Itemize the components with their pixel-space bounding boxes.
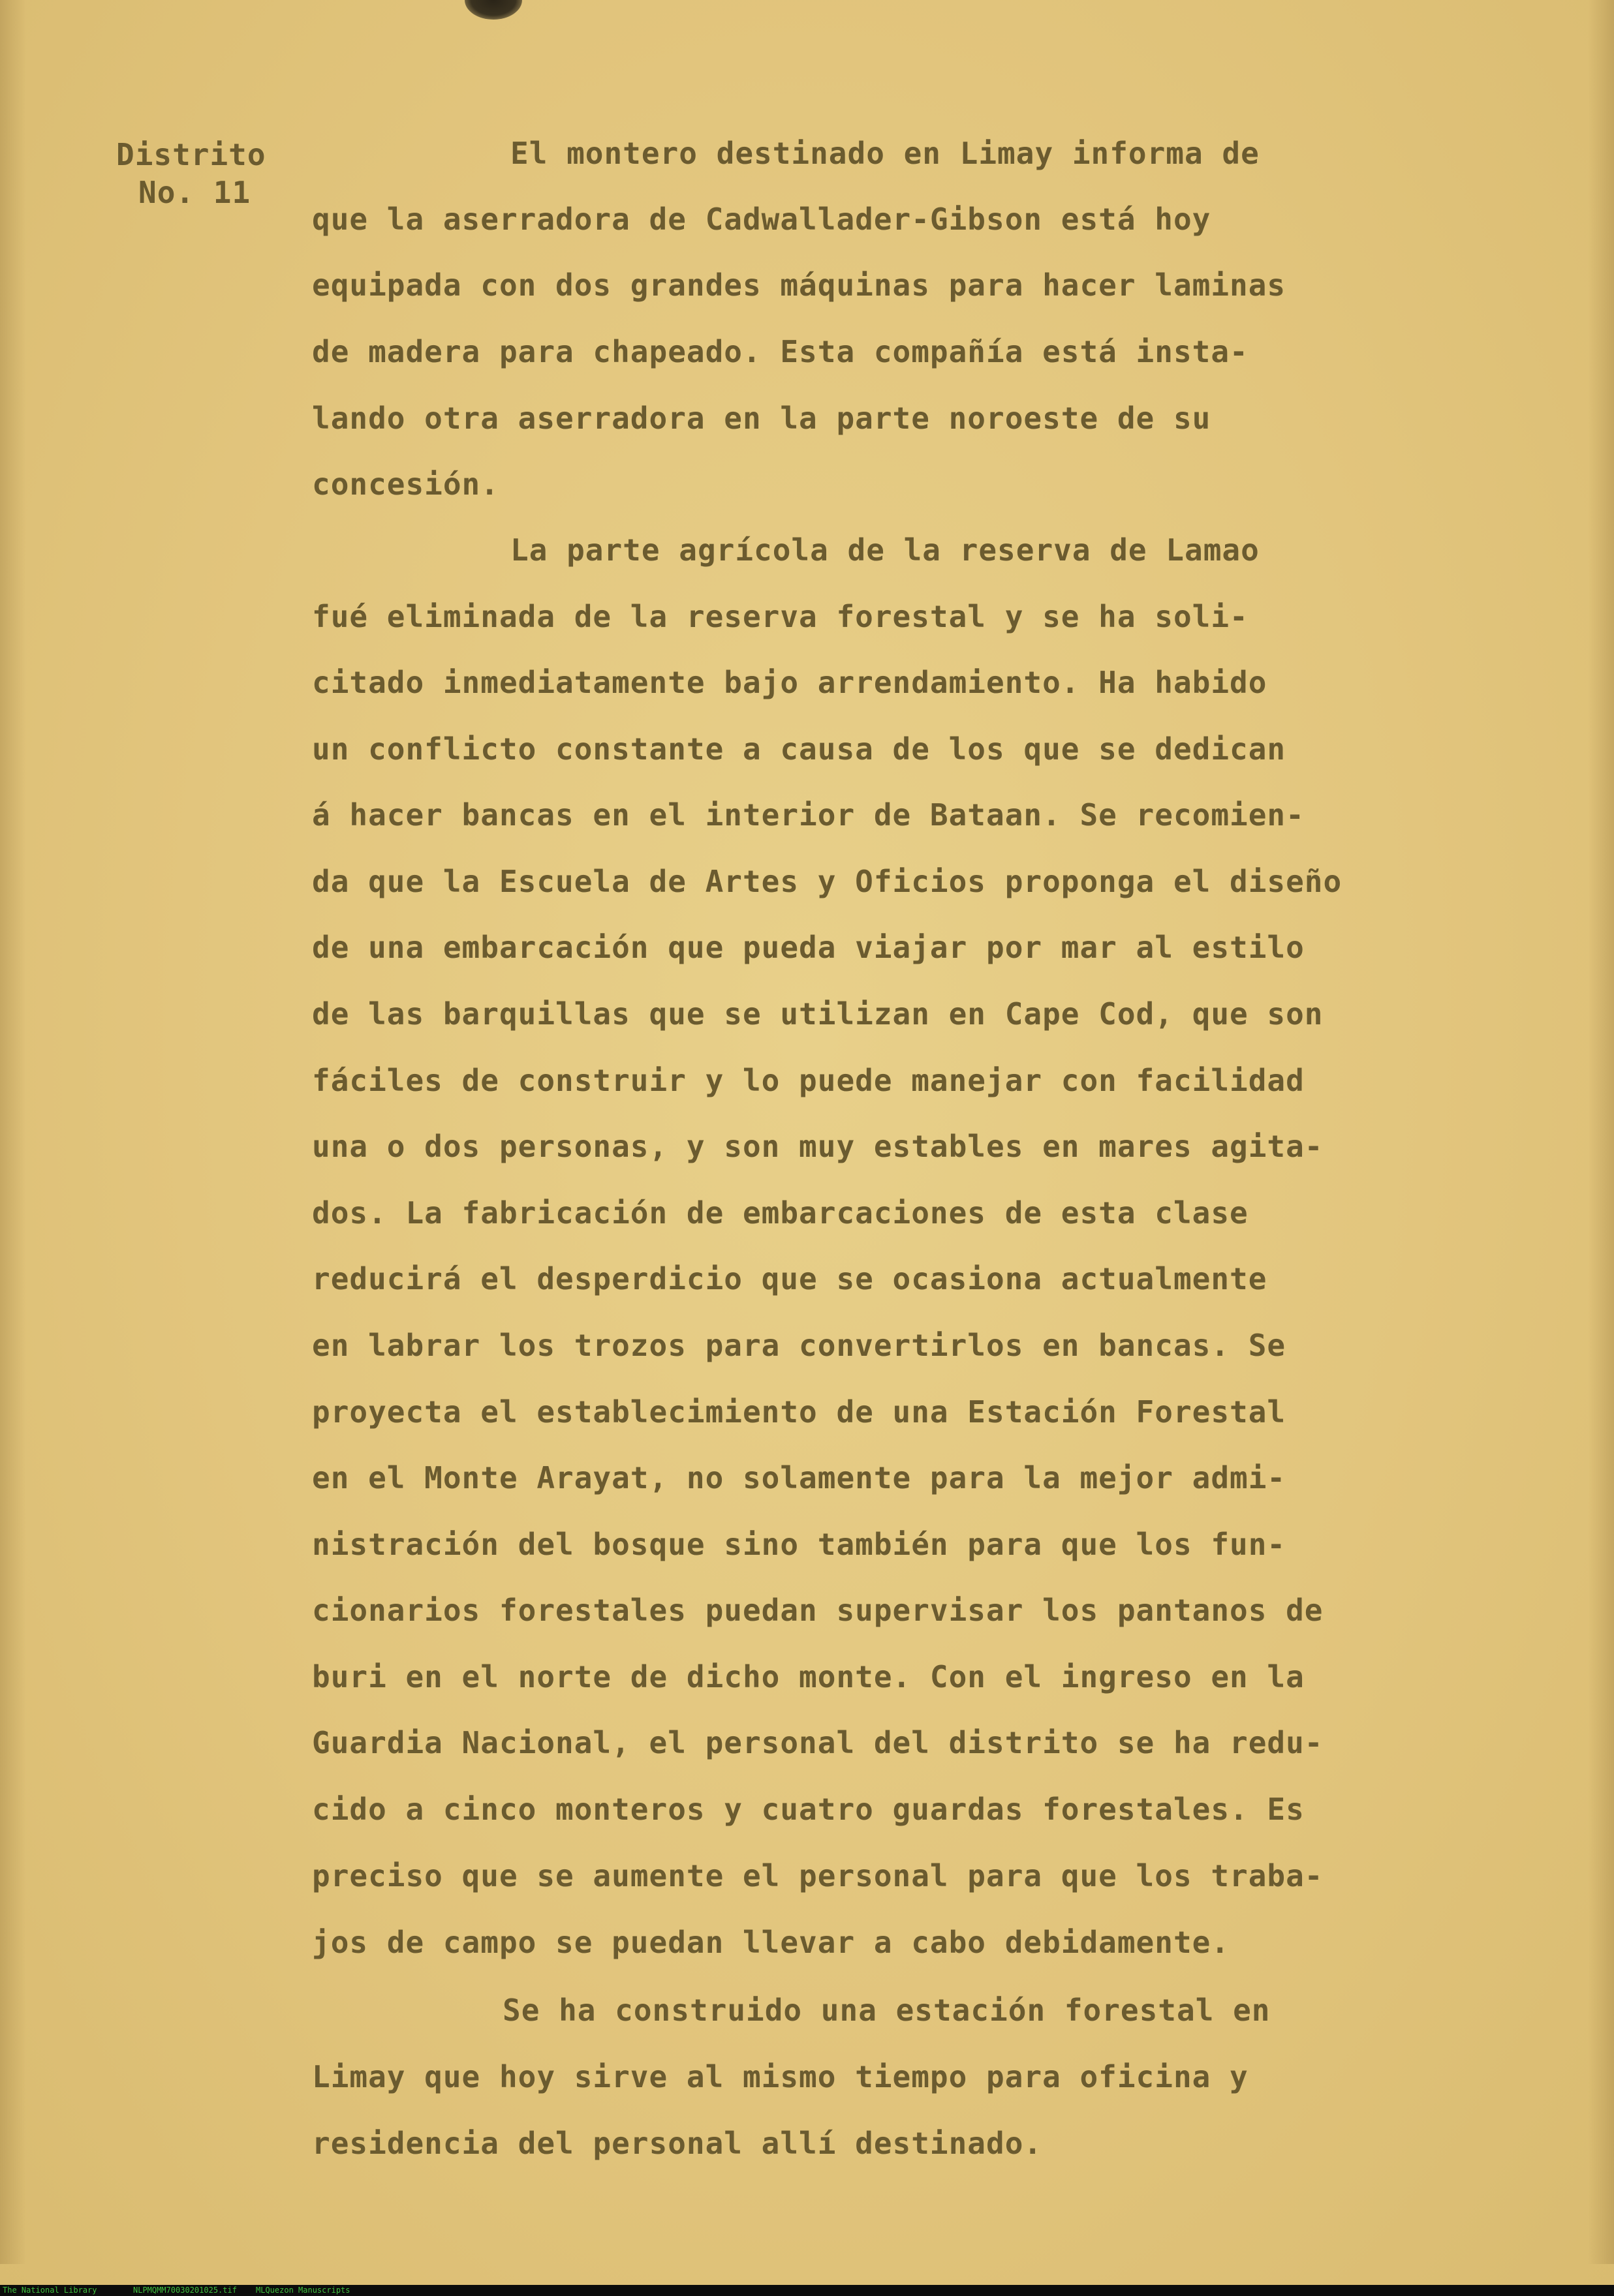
body-line: concesión.: [312, 467, 499, 502]
margin-note-district: Distrito: [116, 137, 266, 172]
body-line: en labrar los trozos para convertirlos en bancas. Se: [312, 1328, 1286, 1363]
body-line: buri en el norte de dicho monte. Con el ingreso en la: [312, 1659, 1305, 1694]
body-line: jos de campo se puedan llevar a cabo debidamente.: [312, 1925, 1230, 1960]
body-line: proyecta el establecimiento de una Estación Forestal: [312, 1394, 1286, 1430]
body-line: equipada con dos grandes máquinas para hacer laminas: [312, 268, 1286, 303]
footer-collection: MLQuezon Manuscripts: [256, 2286, 350, 2295]
body-line: de las barquillas que se utilizan en Cape Cod, que son: [312, 996, 1324, 1032]
body-line: El montero destinado en Limay informa de: [510, 136, 1260, 171]
body-line: Limay que hoy sirve al mismo tiempo para oficina y: [312, 2059, 1249, 2094]
body-line: á hacer bancas en el interior de Bataan. Se recomien-: [312, 797, 1305, 833]
body-line: citado inmediatamente bajo arrendamiento. Ha habido: [312, 665, 1267, 700]
body-line: de una embarcación que pueda viajar por mar al estilo: [312, 930, 1305, 965]
body-line: en el Monte Arayat, no solamente para la mejor admi-: [312, 1460, 1286, 1495]
margin-note-number: No. 11: [138, 175, 251, 210]
body-line: cido a cinco monteros y cuatro guardas forestales. Es: [312, 1792, 1305, 1827]
body-line: dos. La fabricación de embarcaciones de esta clase: [312, 1195, 1249, 1231]
body-line: de madera para chapeado. Esta compañía está insta-: [312, 334, 1249, 369]
scan-footer-bar: [0, 2285, 1614, 2296]
body-line: fáciles de construir y lo puede manejar con facilidad: [312, 1063, 1305, 1098]
footer-library: The National Library: [3, 2286, 97, 2295]
body-line: Guardia Nacional, el personal del distrito se ha redu-: [312, 1725, 1324, 1760]
body-line: nistración del bosque sino también para que los fun-: [312, 1527, 1286, 1562]
punch-hole: [465, 0, 522, 20]
body-line: que la aserradora de Cadwallader-Gibson está hoy: [312, 202, 1211, 237]
body-line: cionarios forestales puedan supervisar los pantanos de: [312, 1593, 1324, 1628]
body-line: preciso que se aumente el personal para que los traba-: [312, 1858, 1324, 1893]
body-line: La parte agrícola de la reserva de Lamao: [510, 532, 1260, 568]
body-line: da que la Escuela de Artes y Oficios proponga el diseño: [312, 864, 1342, 899]
body-line: una o dos personas, y son muy estables en mares agita-: [312, 1129, 1324, 1164]
left-edge-shadow: [0, 0, 26, 2264]
body-line: residencia del personal allí destinado.: [312, 2126, 1043, 2161]
footer-filename: NLPMQMM70030201025.tif: [133, 2286, 237, 2295]
body-line: fué eliminada de la reserva forestal y se ha soli-: [312, 599, 1249, 634]
right-edge-shadow: [1588, 0, 1614, 2264]
margin-note: [116, 136, 266, 211]
body-line: reducirá el desperdicio que se ocasiona actualmente: [312, 1261, 1267, 1296]
body-line: un conflicto constante a causa de los que se dedican: [312, 731, 1286, 767]
body-line: Se ha construido una estación forestal en: [503, 1993, 1271, 2028]
body-line: lando otra aserradora en la parte noroeste de su: [312, 401, 1211, 436]
